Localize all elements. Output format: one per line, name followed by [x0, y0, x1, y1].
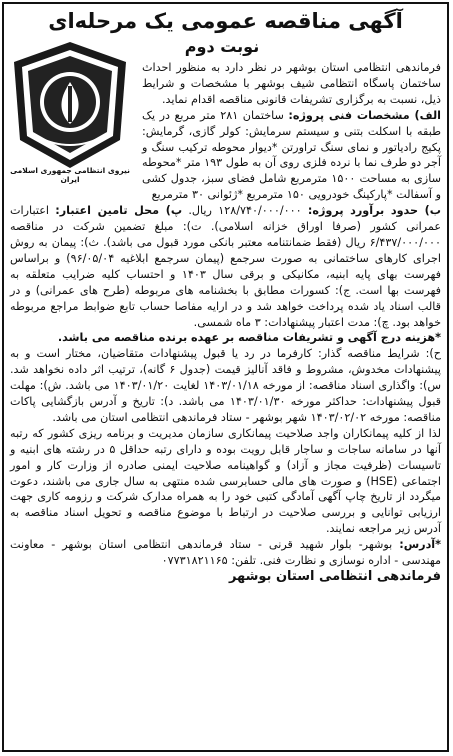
requirements-paragraph: لذا از کلیه پیمانکاران واجد صلاحیت پیمانکاری سازمان مدیریت و برنامه ریزی کشور که رتبه آنها در سامانه ساجات و ساجار قابل رویت بوده و دارای رتبه حداقل ۵ در رشته های ابنیه و تاسیسات (ظرفیت مجاز و آزاد) و گواهینامه صلاحیت ایمنی صادره از وزارت کار و امور اجتماعی (HSE) و صورت های مالی حسابرسی شده منتهی به سال جاری می باشند، دعوت میگردد از تاریخ چاپ آگهی آمادگی کتبی خود را به همراه مدارک شرکت و رزومه کاری جهت ارزیابی توانایی و بررسی صلاحیت در ارتباط با موضوع مناقصه و تحویل اسناد مناقصه به آدرس زیر مراجعه نمایند.: [10, 426, 441, 536]
be-label: ب) حدود برآورد پروژه:: [307, 204, 442, 218]
emblem-graphic: [6, 36, 134, 176]
address-text: بوشهر- بلوار شهید قرنی - ستاد فرماندهی انتظامی استان بوشهر - معاونت مهندسی - اداره نوسازی و نظارت فنی. تلفن: ۰۷۷۳۱۸۲۱۱۶۵: [10, 538, 441, 568]
alef-label: الف) مشخصات فنی پروژه:: [288, 108, 442, 122]
intro-text: فرماندهی انتظامی استان بوشهر در نظر دارد به منظور احداث ساختمان پاسگاه انتظامی شیف بوشهر با مشخصات و شرایط ذیل، نسبت به برگزاری تشریفات قانونی مناقصه اقدام نماید.: [142, 61, 441, 106]
address-paragraph: [10, 537, 441, 569]
notice-title: آگهی مناقصه عمومی یک مرحله‌ای: [48, 9, 403, 33]
pe-label: پ) محل تامین اعتبار:: [55, 204, 183, 218]
tender-notice: [2, 2, 449, 752]
cost-note: *هزینه درج آگهی و تشریفات مناقصه بر عهده برنده مناقصه می باشد.: [57, 331, 441, 345]
section-he: ح): شرایط مناقصه گذار: کارفرما در رد یا قبول پیشنهادات متقاضیان، مختار است و به پیشنهادات مخدوش، مشروط و فاقد آنالیز قیمت (جدول ۶ گانه)، ترتیب اثر داده نخواهد شد. س): واگذاری اسناد مناقصه: از مورخه ۱۴۰۳/۰۱/۱۸ لغایت ۱۴۰۳/۰۱/۲۰ می باشد. ش): مهلت قبول پیشنهادات: حداکثر مورخه ۱۴۰۳/۰۱/۳۰ می باشد. د): تاریخ و آدرس بازگشایی پاکات مناقصه: مورخه ۱۴۰۳/۰۲/۰۲ شهر بوشهر - ستاد فرماندهی انتظامی استان می باشد.: [10, 347, 442, 424]
notice-round: نوبت دوم: [184, 37, 260, 56]
police-emblem-icon: [6, 36, 134, 186]
section-be-pe: [10, 203, 441, 330]
be-text: ۱۲۸/۷۴۰/۰۰۰/۰۰۰ ریال.: [188, 204, 302, 218]
pe-text: اعتبارات عمرانی کشور (صرفا اوراق خزانه اسلامی). ت): مبلغ تضمین شرکت در مناقصه ۶/۴۳۷/۰۰۰/۰۰۰ ریال (فقط ضمانتنامه معتبر بانکی مورد قبول می باشد). ث): پیمان به روش اجرای کارهای ساختمانی به صورت سرجمع (پیمان سرجمع ابلاغیه ۹۶/۰۵/۰۴) و براساس فهرست بهای پایه ابنیه، مکانیکی و برقی سال ۱۴۰۳ و احتساب کلیه ضرایب متعلقه به فهرست بها است. ج): کسورات مطابق با بخشنامه های مربوطه (طرح های عمرانی) و در قالب اسناد یاد شده پرداخت خواهد شد و در ارایه مفاصا حساب تابع ضوابط مراجع مربوطه خواهد بود. چ): مدت اعتبار پیشنهادات: ۳ ماه شمسی.: [10, 204, 442, 329]
alef-text: ساختمان ۲۸۱ متر مربع در یک طبقه با اسکلت بتنی و سیستم سرمایش: کولر گازی، گرمایش: پکیج رادیاتور و نمای سنگ تراورتن *دیوار محوطه ترکیب سنگ و آجر دو طرف نما با نرده فلزی روی آن به طول ۱۹۳ متر *محوطه سازی به مساحت ۱۵۰۰ مترمربع شامل فضای سبز، جدول کشی و آسفالت *پارکینگ خودرویی ۱۵۰ مترمربع *ژئوانی ۳۰ مترمربع: [142, 108, 441, 202]
emblem-caption: نیروی انتظامی جمهوری اسلامی ایران: [10, 166, 130, 184]
address-label: *آدرس:: [399, 538, 441, 552]
footer-signature: فرماندهی انتظامی استان بوشهر: [228, 569, 441, 584]
